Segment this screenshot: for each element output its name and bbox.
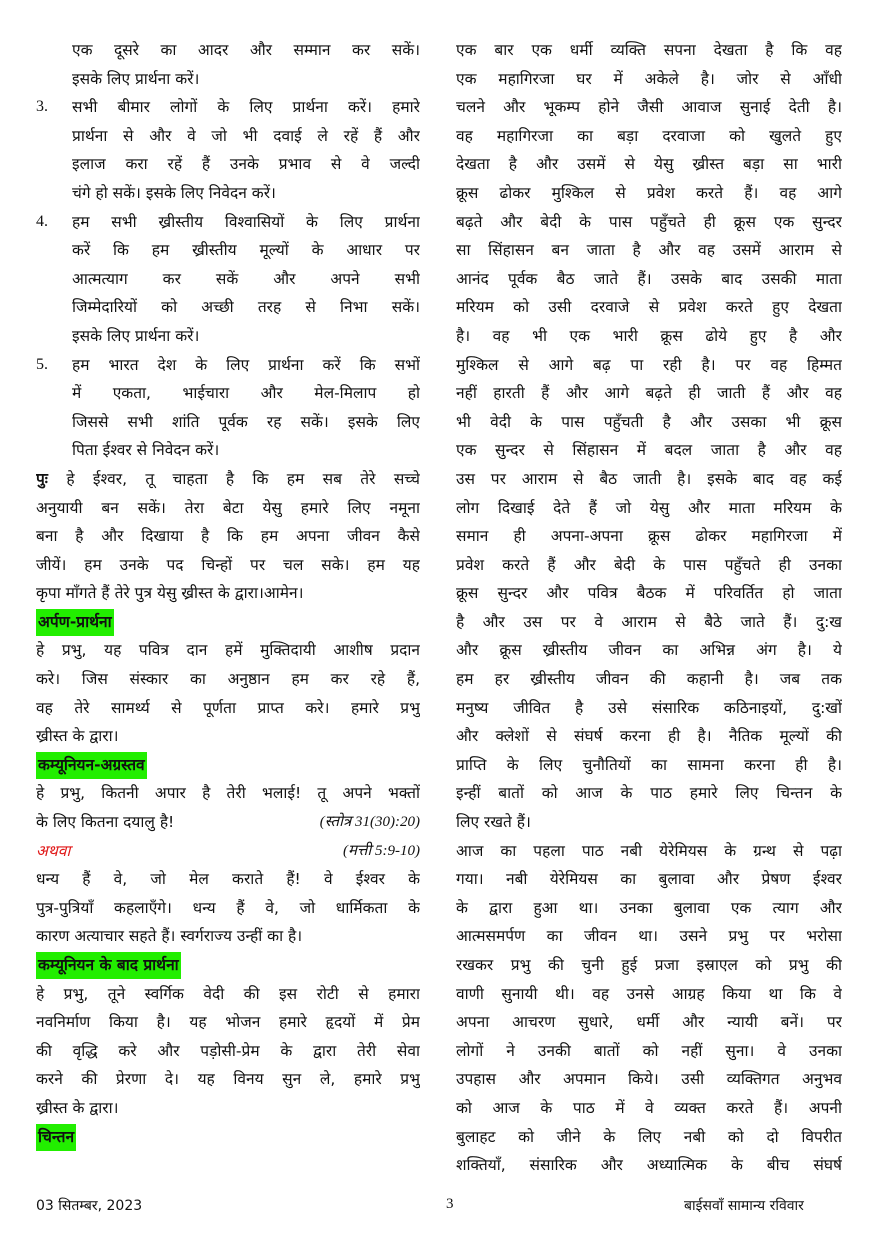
right-column: [456, 36, 842, 1180]
text-line: करे। जिस संस्कार का अनुष्ठान हम कर रहे हैं,: [36, 670, 420, 689]
prayer-text: हे ईश्वर, तू चाहता है कि हम सब तेरे सच्चे: [66, 469, 420, 488]
text-line: इसके लिए प्रार्थना करें।: [72, 326, 200, 345]
text-line: को आज के पाठ में वे व्यक्त करते हैं। अपनी: [456, 1098, 842, 1117]
text-line: अपना आचरण सुधारे, धर्मी और न्यायी बनें। पर: [456, 1013, 842, 1032]
offering-prayer: [36, 636, 420, 750]
left-column: [36, 36, 420, 1151]
text-line: जीयें। हम उनके पद चिन्हों पर चल सके। हम यह: [36, 555, 420, 574]
text-line: आनंद पूर्वक बैठ जाते हैं। उसके बाद उसकी माता: [456, 269, 842, 288]
priest-prayer: [36, 465, 420, 608]
text-line: देखता है और उसमें से येसु ख्रीस्त बड़ा सा भारी: [456, 155, 842, 174]
alternative-row: [36, 837, 420, 866]
text-line: हे प्रभु, तूने स्वर्गिक वेदी की इस रोटी से हमारा: [36, 984, 420, 1003]
text-line: चंगे हो सकें। इसके लिए निवेदन करें।: [72, 183, 276, 202]
page-number: 3: [446, 1196, 454, 1212]
intercession-item: [36, 93, 420, 207]
text-line: सा सिंहासन बन जाता है और वह उसमें आराम से: [456, 241, 842, 260]
text-line: इलाज करा रहें हैं उनके प्रभाव से वे जल्दी: [72, 155, 420, 174]
text-line: आज का पहला पाठ नबी येरेमियस के ग्रन्थ से पढ़ा: [456, 841, 842, 860]
text-line: हे प्रभु, कितनी अपार है तेरी भलाई! तू अपने भक्तों: [36, 784, 420, 803]
footer-date: 03 सितम्बर, 2023: [36, 1198, 143, 1214]
communion-antiphon: [36, 779, 420, 951]
text-line: मुश्किल से आगे बढ़ पा रही है। पर वह हिम्मत: [456, 355, 842, 374]
text-line: हे प्रभु, यह पवित्र दान हमें मुक्तिदायी आशीष प्रदान: [36, 641, 420, 660]
text-line: लोग दिखाई देते हैं जो येसु और माता मरियम के: [456, 498, 842, 517]
text-line: और क्लेशों से संघर्ष करना ही है। नैतिक मूल्यों की: [456, 727, 842, 746]
text-line: हम सभी ख्रीस्तीय विश्वासियों के लिए प्रार्थना: [72, 212, 420, 231]
text-line: प्राप्ति के लिए चुनौतियों का सामना करना ही है।: [456, 755, 842, 774]
section-heading-reflection: चिन्तन: [36, 1124, 76, 1151]
text-line: करने की प्रेरणा दे। यह विनय सुन ले, हमारे प्रभु: [36, 1070, 420, 1089]
text-line: वह महागिरजा का बड़ा दरवाजा को खुलते हुए: [456, 126, 842, 145]
text-line: प्रवेश करते हैं और बेदी के पास पहुँचते ही उनका: [456, 555, 842, 574]
text-line: क्रूस सुन्दर और पवित्र बैठक में परिवर्तित हो जाता: [456, 584, 842, 603]
text-line: ख्रीस्त के द्वारा।: [36, 727, 119, 746]
text-line: प्रार्थना से और वे जो भी दवाई ले रहें हैं और: [72, 126, 420, 145]
intercession-item: [36, 208, 420, 351]
text-line: बना है और दिखाया है कि हम अपना जीवन कैसे: [36, 527, 420, 546]
text-line: है। वह भी एक भारी क्रूस ढोये हुए है और: [456, 326, 842, 345]
text-line: इन्हीं बातों को आज के पाठ हमारे लिए चिन्तन के: [456, 784, 842, 803]
text-line: के लिए कितना दयालु है!: [36, 813, 175, 832]
footer-sunday-title: बाईसवाँ सामान्य रविवार: [684, 1198, 804, 1214]
text-line: इसके लिए प्रार्थना करें।: [72, 69, 200, 88]
text-line: नवनिर्माण किया है। यह भोजन हमारे हृदयों में प्रेम: [36, 1013, 420, 1032]
text-line: उपहास और अपमान किये। उसी व्यक्तिगत अनुभव: [456, 1070, 842, 1089]
section-heading-post-communion-wrap: [36, 951, 420, 980]
text-line: बढ़ते और बेदी के पास पहुँचते ही क्रूस एक सुन्दर: [456, 212, 842, 231]
scripture-reference: (मत्ती 5:9-10): [343, 842, 420, 859]
text-line: आत्मत्याग कर सकें और अपने सभी: [72, 269, 420, 288]
intercession-item: [36, 351, 420, 465]
text-line: पिता ईश्वर से निवेदन करें।: [72, 441, 220, 460]
text-line: मनुष्य जीवित है उसे संसारिक कठिनाइयों, दु:खों: [456, 698, 842, 717]
text-line: एक सुन्दर से सिंहासन में बदल जाता है और वह: [456, 441, 842, 460]
text-line: वाणी सुनायी थी। वह उनसे आग्रह किया था कि वे: [456, 984, 842, 1003]
text-line: शक्तियाँ, संसारिक और अध्यात्मिक के बीच संघर्ष: [456, 1156, 842, 1175]
section-heading-reflection-wrap: [36, 1123, 420, 1152]
text-line: ख्रीस्त के द्वारा।: [36, 1098, 119, 1117]
item-number: 5.: [36, 355, 48, 373]
text-line: कृपा माँगते हैं तेरे पुत्र येसु ख्रीस्त के द्वारा।आमेन।: [36, 584, 304, 603]
text-line: क्रूस ढोकर मुश्किल से प्रवेश करते हैं। वह आगे: [456, 183, 842, 202]
item-number: 4.: [36, 212, 48, 230]
intercession-item: [36, 36, 420, 93]
text-line: लोगों ने उनकी बातों को नहीं सुना। वे उनका: [456, 1041, 842, 1060]
text-line: बुलाहट को जीने के लिए नबी को दो विपरीत: [456, 1127, 842, 1146]
text-line: उस पर आराम से बैठ जाती है। इसके बाद वह कई: [456, 469, 842, 488]
section-heading-post-communion: कम्यूनियन के बाद प्रार्थना: [36, 952, 181, 979]
text-line: एक बार एक धर्मी व्यक्ति सपना देखता है कि वह: [456, 41, 842, 59]
text-line: धन्य हैं वे, जो मेल कराते हैं! वे ईश्वर के: [36, 870, 420, 889]
text-line: एक दूसरे का आदर और सम्मान कर सकें।: [72, 41, 420, 59]
section-heading-communion-antiphon: कम्यूनियन-अग्रस्तव: [36, 752, 147, 779]
text-line: आत्मसमर्पण का जीवन था। उसने प्रभु पर भरोसा: [456, 927, 842, 946]
item-number: 3.: [36, 98, 48, 116]
section-heading-offering: अर्पण-प्रार्थना: [36, 609, 114, 636]
text-line: करें कि हम ख्रीस्तीय मूल्यों के आधार पर: [72, 241, 420, 260]
antiphon-ref-row: [36, 808, 420, 837]
text-line: वह तेरे सामर्थ्य से पूर्णता प्राप्त करे। हमारे प्रभु: [36, 698, 420, 717]
post-communion-prayer: [36, 980, 420, 1123]
text-line: और क्रूस ख्रीस्तीय जीवन का अभिन्न अंग है। ये: [456, 641, 842, 660]
text-line: के द्वारा हुआ था। उनका बुलावा एक त्याग और: [456, 898, 842, 917]
text-line: सभी बीमार लोगों के लिए प्रार्थना करें। हमारे: [72, 98, 420, 117]
reflection-paragraph: [456, 36, 842, 837]
text-line: हम भारत देश के लिए प्रार्थना करें कि सभों: [72, 355, 420, 374]
text-line: अनुयायी बन सकें। तेरा बेटा येसु हमारे लिए नमूना: [36, 498, 420, 517]
text-line: कारण अत्याचार सहते हैं। स्वर्गराज्य उन्हीं का है।: [36, 927, 303, 946]
text-line: मरियम को उसी दरवाजे से प्रवेश करते हुए देखता: [456, 298, 842, 317]
text-line: में एकता, भाईचारा और मेल-मिलाप हो: [72, 384, 420, 403]
text-line: गया। नबी येरेमियस का बुलावा और प्रेषण ईश्वर: [456, 870, 842, 889]
reflection-paragraph: [456, 837, 842, 1180]
text-line: पुत्र-पुत्रियाँ कहलाएँगे। धन्य हैं वे, जो धार्मिकता के: [36, 898, 420, 917]
priest-prefix: पुः: [36, 469, 48, 488]
text-line: लिए रखते हैं।: [456, 813, 531, 832]
text-line: जिससे सभी शांति पूर्वक रह सकें। इसके लिए: [72, 412, 420, 431]
text-line: भी वेदी के पास पहुँचती है और उसका भी क्रूस: [456, 412, 842, 431]
alternative-label: अथवा: [36, 841, 71, 860]
section-heading-offering-wrap: [36, 608, 420, 637]
text-line: समान ही अपना-अपना क्रूस ढोकर महागिरजा में: [456, 527, 842, 546]
text-line: हम हर ख्रीस्तीय जीवन की कहानी है। जब तक: [456, 670, 842, 689]
scripture-reference: (स्तोत्र 31(30):20): [319, 814, 420, 831]
section-heading-communion-antiphon-wrap: [36, 751, 420, 780]
text-line: नहीं हारती हैं और आगे बढ़ते ही जाती हैं और वह: [456, 384, 842, 403]
text-line: की वृद्धि करे और पड़ोसी-प्रेम के द्वारा तेरी सेवा: [36, 1041, 420, 1060]
text-line: एक महागिरजा घर में अकेले है। जोर से आँधी: [456, 69, 842, 88]
text-line: जिम्मेदारियों को अच्छी तरह से निभा सकें।: [72, 298, 420, 317]
text-line: [36, 465, 420, 494]
text-line: रखकर प्रभु की चुनी हुई प्रजा इस्राएल को प्रभु की: [456, 956, 842, 974]
text-line: चलने और भूकम्प होने जैसी आवाज सुनाई देती है।: [456, 98, 842, 117]
text-line: है और उस पर वे आराम से बैठे जाते हैं। दु:ख: [456, 612, 842, 631]
